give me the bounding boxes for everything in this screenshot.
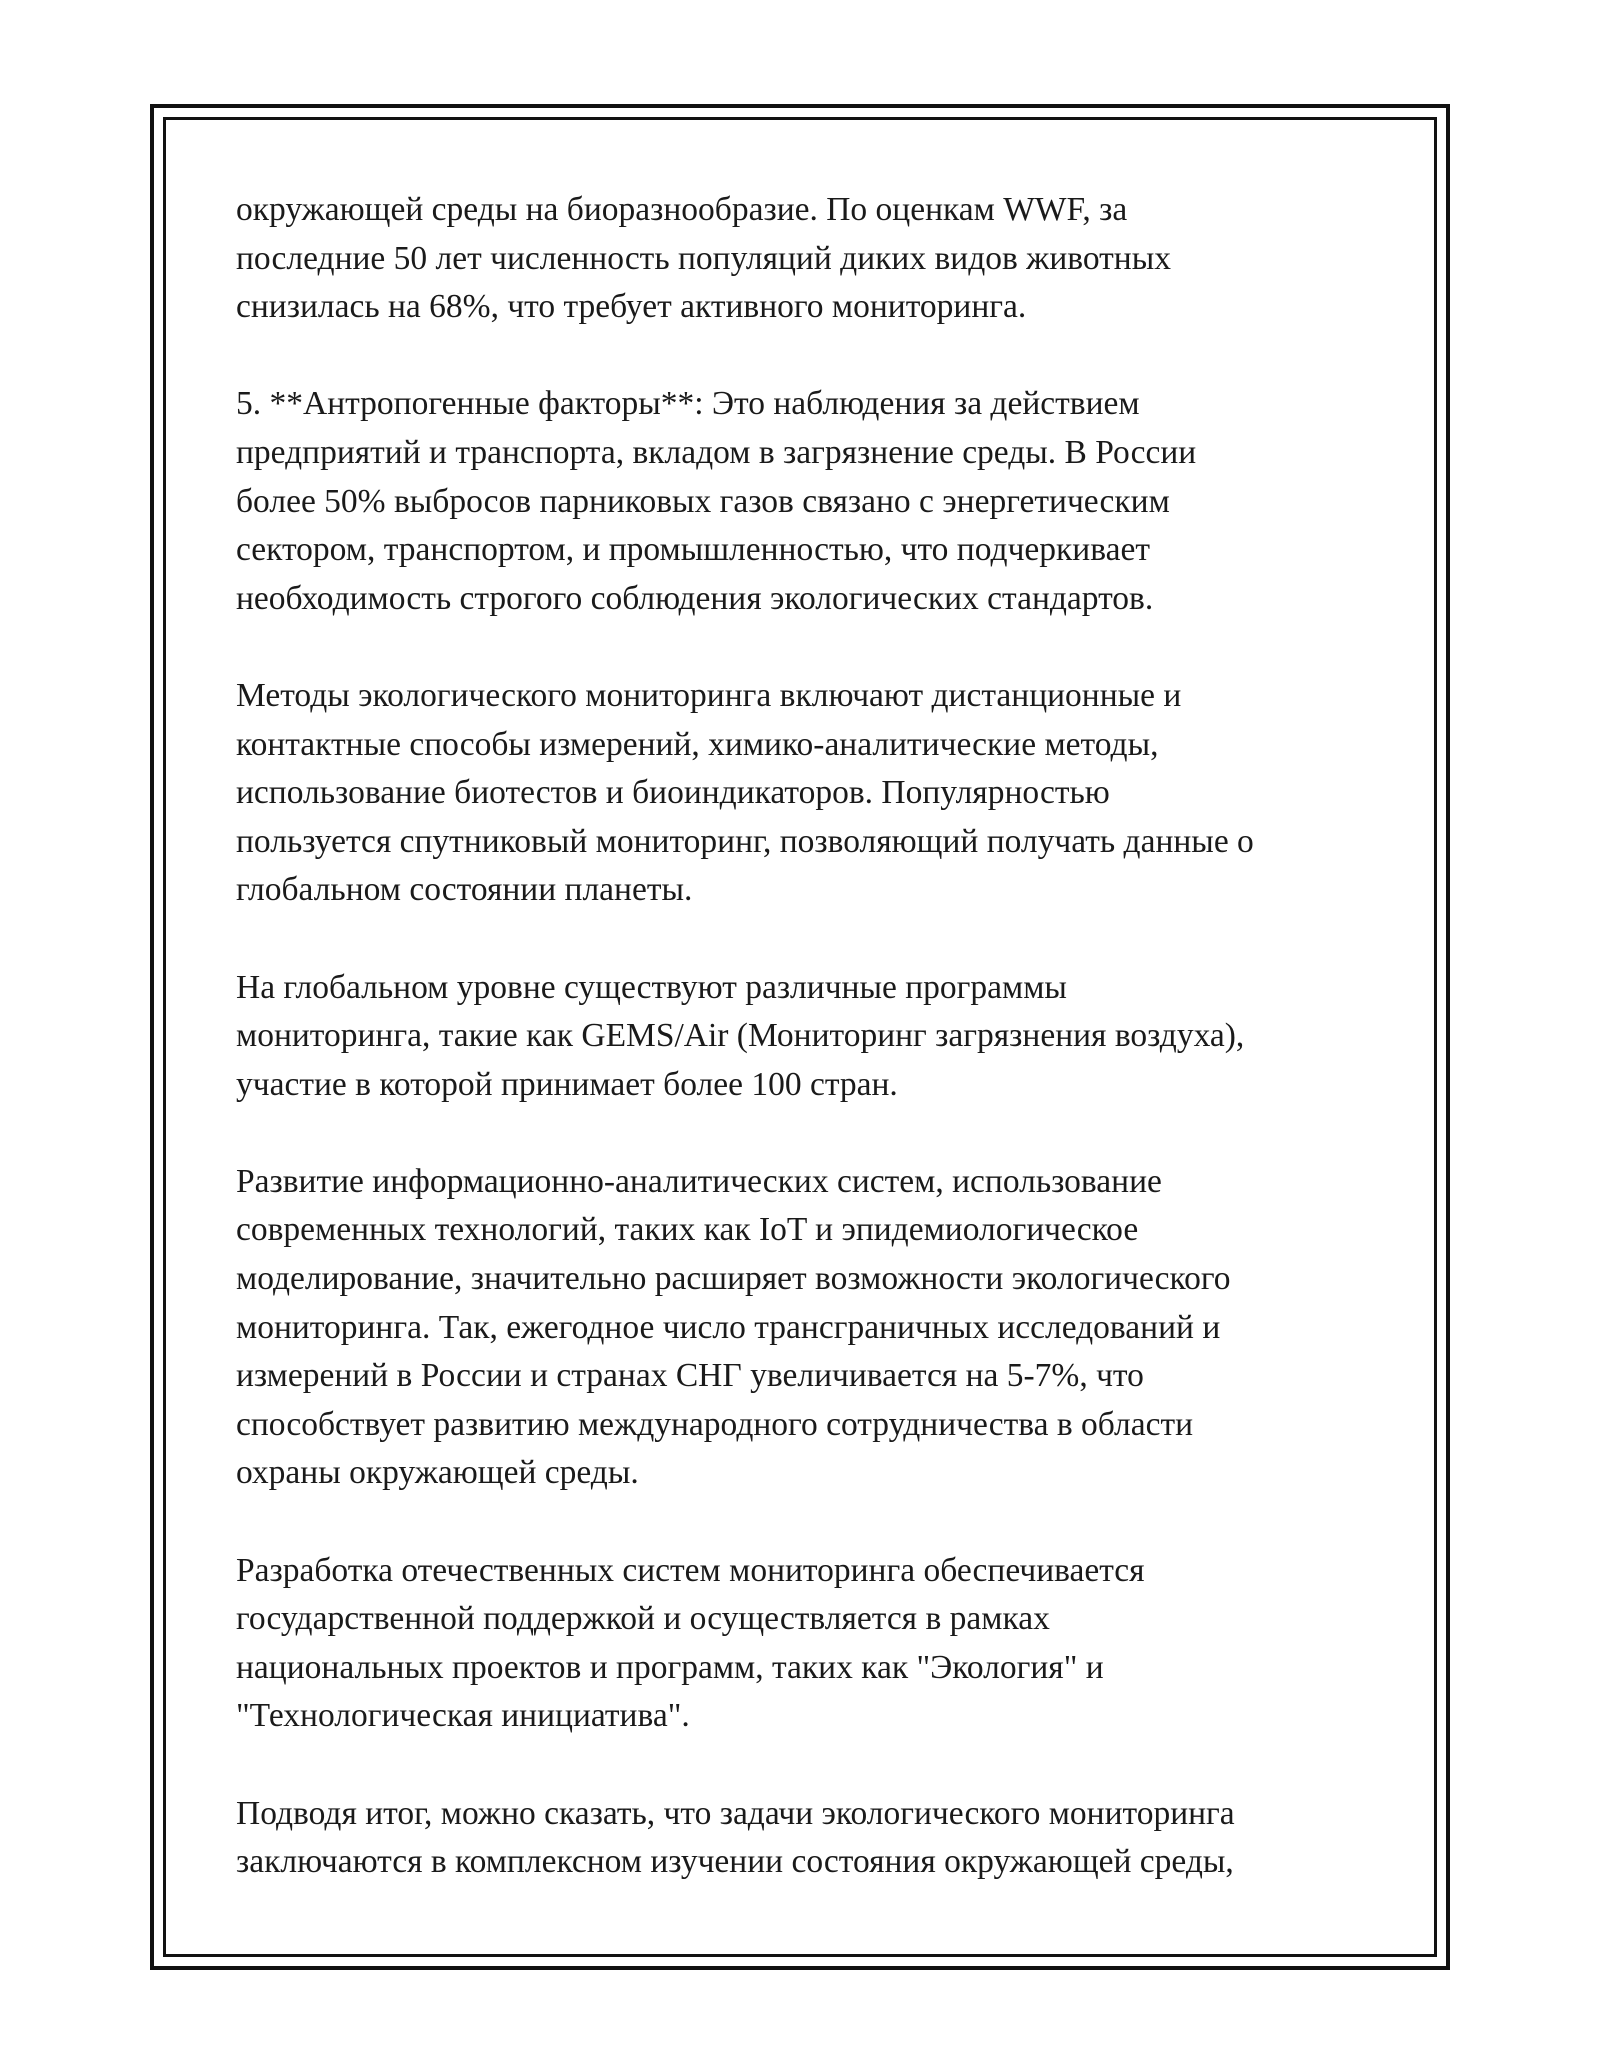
- paragraph-global-programs: На глобальном уровне существуют различные программы мониторинга, такие как GEMS/Air (Мониторинг загрязнения воздуха), участие в которой принимает более 100 стран.: [236, 968, 1245, 1103]
- paragraph-anthropogenic-factors: 5. **Антропогенные факторы**: Это наблюдения за действием предприятий и транспорта, вкладом в загрязнение среды. В России более 50% выбросов парниковых газов связано с энергетическим сектором, транспортом, и промышленностью, что подчеркивает необходимость строгого соблюдения экологических стандартов.: [236, 385, 1197, 617]
- document-body: [236, 186, 1386, 1887]
- paragraph-biodiversity-continuation: окружающей среды на биоразнообразие. По оценкам WWF, за последние 50 лет численность популяций диких видов животных снизилась на 68%, что требует активного мониторинга.: [236, 191, 1171, 326]
- paragraph-monitoring-methods: Методы экологического мониторинга включают дистанционные и контактные способы измерений, химико-аналитические методы, использование биотестов и биоиндикаторов. Популярностью пользуется спутниковый мониторинг, позволяющий получать данные о глобальном состоянии планеты.: [236, 676, 1254, 909]
- paragraph-conclusion: Подводя итог, можно сказать, что задачи экологического мониторинга заключаются в комплексном изучении состояния окружающей среды,: [236, 1794, 1235, 1881]
- paragraph-domestic-systems: Разработка отечественных систем мониторинга обеспечивается государственной поддержкой и осуществляется в рамках национальных проектов и программ, таких как "Экология" и "Технологическая инициатива".: [236, 1551, 1145, 1735]
- paragraph-information-systems: Развитие информационно-аналитических систем, использование современных технологий, таких как IoT и эпидемиологическое моделирование, значительно расширяет возможности экологического мониторинга. Так, ежегодное число трансграничных исследований и измерений в России и странах СНГ увеличивается на 5-7%, что способствует развитию международного сотрудничества в области охраны окружающей среды.: [236, 1162, 1231, 1492]
